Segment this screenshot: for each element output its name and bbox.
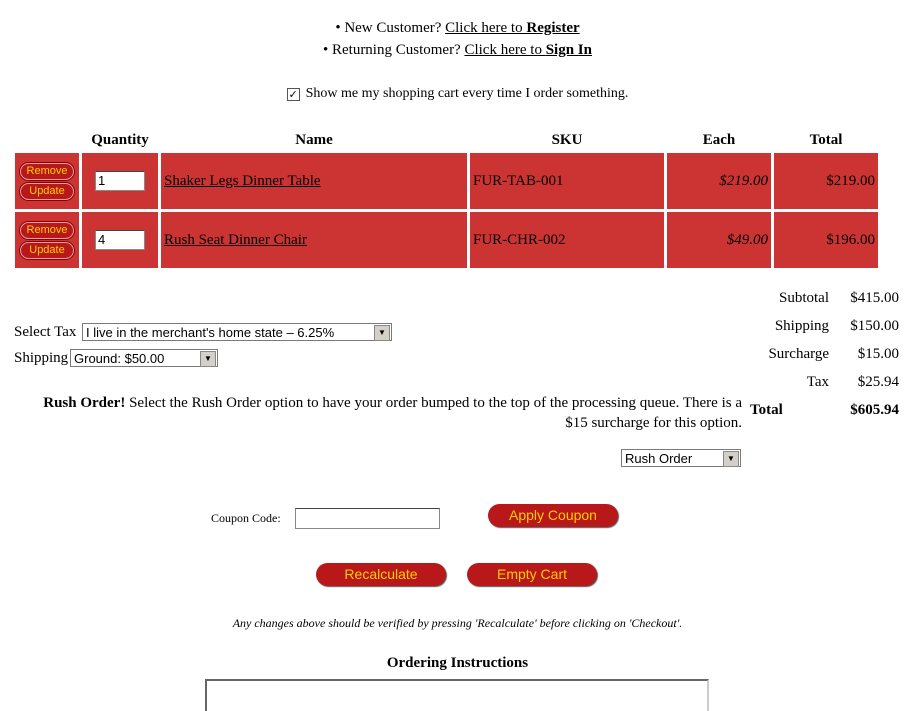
shipping-select[interactable]: Ground: $50.00 ▼ <box>70 349 218 367</box>
surcharge-row: Surcharge $15.00 <box>768 346 899 362</box>
returning-customer-text: • Returning Customer? <box>322 42 465 58</box>
line-total: $219.00 <box>774 153 878 209</box>
sign-in-link[interactable]: Click here to Sign In <box>464 42 592 58</box>
col-quantity: Quantity <box>91 131 149 148</box>
rush-select[interactable]: Rush Order ▼ <box>621 449 741 467</box>
show-cart-option <box>0 86 915 102</box>
product-link[interactable]: Rush Seat Dinner Chair <box>164 231 307 248</box>
empty-cart-button[interactable]: Empty Cart <box>467 563 597 586</box>
remove-button[interactable]: Remove <box>20 163 74 180</box>
show-cart-label: Show me my shopping cart every time I order something. <box>305 86 629 101</box>
coupon-label: Coupon Code: <box>211 511 281 525</box>
sku: FUR-CHR-002 <box>470 212 664 268</box>
show-cart-checkbox[interactable]: ✓ <box>288 88 298 101</box>
sku: FUR-TAB-001 <box>470 153 664 209</box>
line-total: $196.00 <box>774 212 878 268</box>
table-row <box>15 153 878 209</box>
new-customer-text: • New Customer? <box>335 20 446 36</box>
quantity-input[interactable]: 4 <box>95 230 145 250</box>
instructions-title: Ordering Instructions <box>386 655 529 671</box>
col-name: Name <box>295 131 333 148</box>
register-link[interactable]: Click here to Register <box>445 20 580 36</box>
product-link[interactable]: Shaker Legs Dinner Table <box>164 172 321 189</box>
each-price: $49.00 <box>667 212 771 268</box>
col-sku: SKU <box>551 131 583 148</box>
col-total: Total <box>809 131 843 148</box>
update-button[interactable]: Update <box>20 242 74 259</box>
remove-button[interactable]: Remove <box>20 222 74 239</box>
table-header <box>15 130 878 150</box>
totals <box>749 284 899 424</box>
instructions-textarea[interactable] <box>205 679 709 711</box>
table-row <box>15 212 878 268</box>
quantity-input[interactable]: 1 <box>95 171 145 191</box>
account-links <box>0 17 915 61</box>
update-button[interactable]: Update <box>20 183 74 200</box>
tax-select[interactable]: I live in the merchant's home state – 6.25% ▼ <box>82 323 392 341</box>
shipping-label: Shipping <box>14 350 69 366</box>
col-each: Each <box>702 131 736 148</box>
rush-description: Rush Order! Select the Rush Order option to have your order bumped to the top of the processing queue. There is a $15 surcharge for this option. <box>43 395 742 431</box>
coupon-input[interactable] <box>295 508 440 529</box>
apply-coupon-button[interactable]: Apply Coupon <box>488 504 618 527</box>
tax-row: Tax $25.94 <box>806 374 899 390</box>
each-price: $219.00 <box>667 153 771 209</box>
verify-note: Any changes above should be verified by pressing 'Recalculate' before clicking on 'Checkout'. <box>232 616 683 630</box>
cart-table <box>12 127 881 271</box>
recalculate-button[interactable]: Recalculate <box>316 563 446 586</box>
subtotal-row: Subtotal $415.00 <box>778 290 899 306</box>
total-row: Total $605.94 <box>750 402 899 418</box>
tax-label: Select Tax <box>14 324 77 340</box>
chevron-down-icon: ▼ <box>723 451 739 467</box>
chevron-down-icon: ▼ <box>374 325 390 341</box>
chevron-down-icon: ▼ <box>200 351 216 367</box>
shipping-row: Shipping $150.00 <box>774 318 899 334</box>
